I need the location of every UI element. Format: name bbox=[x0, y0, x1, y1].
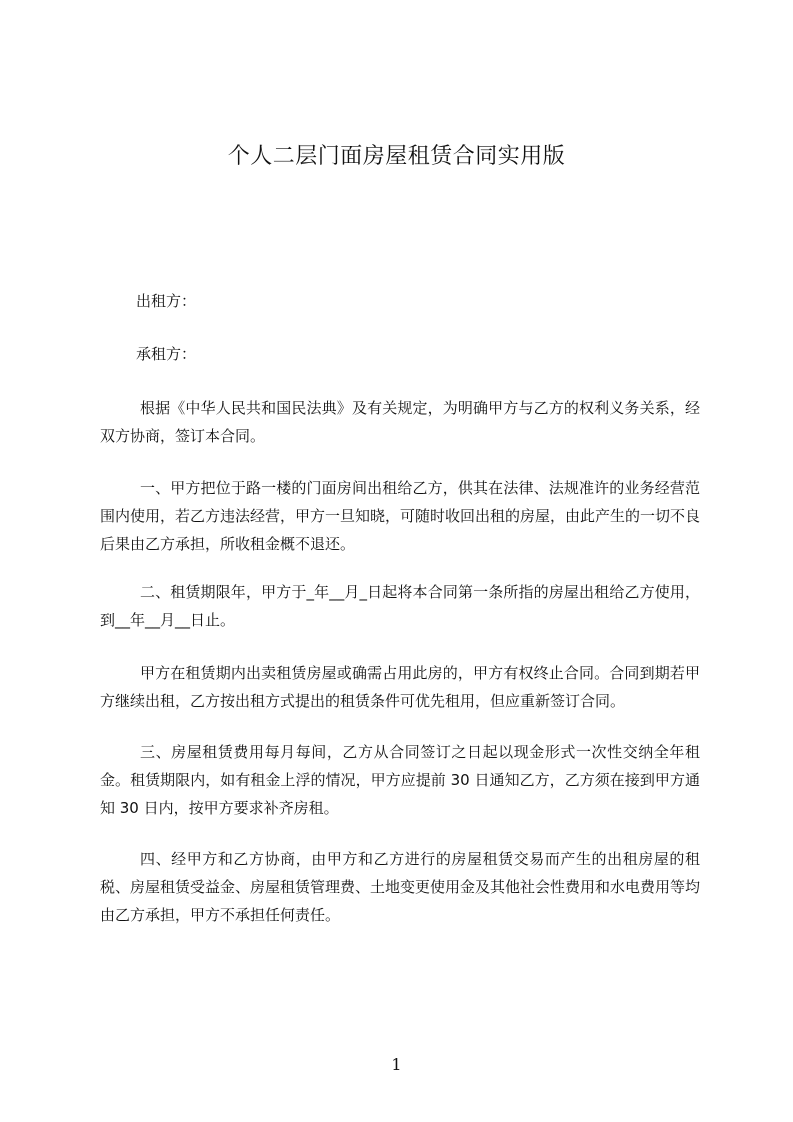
paragraph-clause-2: 二、租赁期限年，甲方于_年__月_日起将本合同第一条所指的房屋出租给乙方使用，到__年__月__日止。 bbox=[100, 583, 700, 629]
lessor-label: 出租方： bbox=[136, 292, 197, 310]
paragraph-clause-3: 三、房屋租赁费用每月每间，乙方从合同签订之日起以现金形式一次性交纳全年租金。租赁期限内，如有租金上浮的情况，甲方应提前 30 日通知乙方，乙方须在接到甲方通知 30 日内，按甲方要求补齐房租。 bbox=[100, 743, 700, 817]
paragraph-preamble: 根据《中华人民共和国民法典》及有关规定，为明确甲方与乙方的权利义务关系，经双方协商，签订本合同。 bbox=[100, 399, 700, 445]
page-number: 1 bbox=[391, 1055, 402, 1074]
paragraph-clause-1: 一、甲方把位于路一楼的门面房间出租给乙方，供其在法律、法规准许的业务经营范围内使用，若乙方违法经营，甲方一旦知晓，可随时收回出租的房屋，由此产生的一切不良后果由乙方承担，所收租金概不退还。 bbox=[100, 479, 700, 553]
paragraph-clause-4: 四、经甲方和乙方协商，由甲方和乙方进行的房屋租赁交易而产生的出租房屋的租税、房屋租赁受益金、房屋租赁管理费、土地变更使用金及其他社会性费用和水电费用等均由乙方承担，甲方不承担任何责任。 bbox=[100, 850, 700, 924]
document-title: 个人二层门面房屋租赁合同实用版 bbox=[227, 144, 566, 169]
paragraph-clause-2-note: 甲方在租赁期内出卖租赁房屋或确需占用此房的，甲方有权终止合同。合同到期若甲方继续出租，乙方按出租方式提出的租赁条件可优先租用，但应重新签订合同。 bbox=[100, 664, 700, 710]
lessee-label: 承租方： bbox=[136, 345, 197, 363]
